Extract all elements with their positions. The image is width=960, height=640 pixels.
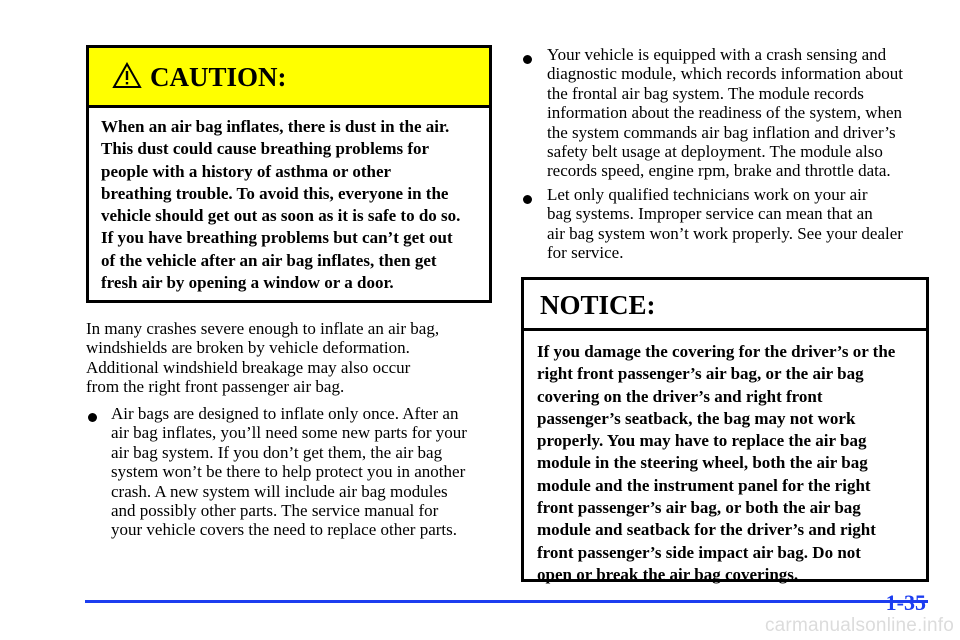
bullet-line: Your vehicle is equipped with a crash sensing and — [547, 45, 887, 64]
bullet-line: Air bags are designed to inflate only once. After an — [111, 404, 459, 423]
paragraph-line: In many crashes severe enough to inflate an air bag, — [86, 319, 440, 338]
bullet-line: records speed, engine rpm, brake and throttle data. — [547, 161, 891, 181]
notice-body — [537, 341, 895, 586]
right-bullet-text — [547, 45, 903, 181]
bullet-line: air bag system. If you don’t get them, the air bag — [111, 442, 443, 462]
caution-title: CAUTION: — [150, 62, 287, 92]
bullet-line: your vehicle covers the need to replace other parts. — [111, 520, 457, 540]
footer-rule — [85, 600, 928, 603]
notice-line: module and the instrument panel for the right — [537, 475, 871, 495]
paragraph-line: Additional windshield breakage may also occur — [86, 357, 411, 377]
caution-line: If you have breathing problems but can’t get out — [101, 228, 453, 248]
bullet-line: safety belt usage at deployment. The module also — [547, 142, 883, 162]
notice-line: properly. You may have to replace the air bag — [537, 431, 867, 451]
bullet-line: the system commands air bag inflation and driver’s — [547, 122, 896, 142]
left-bullet-text — [111, 404, 467, 540]
warning-triangle-icon — [112, 62, 142, 89]
notice-title: NOTICE: — [540, 290, 656, 320]
bullet-line: air bag inflates, you’ll need some new parts for your — [111, 423, 467, 443]
caution-line: of the vehicle after an air bag inflates, then get — [101, 250, 437, 270]
paragraph-line: windshields are broken by vehicle deformation. — [86, 338, 410, 358]
notice-line: covering on the driver’s and right front — [537, 386, 823, 406]
bullet-line: bag systems. Improper service can mean that an — [547, 204, 873, 224]
caution-line: This dust could cause breathing problems for — [101, 139, 430, 159]
caution-line: vehicle should get out as soon as it is safe to do so. — [101, 206, 461, 226]
caution-line: breathing trouble. To avoid this, everyone in the — [101, 183, 449, 203]
bullet-dot — [523, 55, 532, 64]
watermark: carmanualsonline.info — [764, 615, 954, 636]
notice-line: module and seatback for the driver’s and right — [537, 520, 876, 540]
notice-line: right front passenger’s air bag, or the air bag — [537, 364, 864, 384]
notice-header — [524, 280, 926, 331]
bullet-dot — [88, 413, 97, 422]
bullet-line: system won’t be there to help protect you in another — [111, 462, 466, 482]
notice-line: module in the steering wheel, both the air bag — [537, 453, 868, 473]
page-number: 1-35 — [885, 590, 926, 615]
caution-line: fresh air by opening a window or a door. — [101, 273, 394, 293]
caution-line: When an air bag inflates, there is dust in the air. — [101, 117, 450, 136]
paragraph-line: from the right front passenger air bag. — [86, 377, 345, 397]
bullet-line: and possibly other parts. The service manual for — [111, 501, 439, 521]
notice-line: front passenger’s air bag, or both the air bag — [537, 498, 861, 518]
caution-line: people with a history of asthma or other — [101, 161, 392, 181]
bullet-line: air bag system won’t work properly. See your dealer — [547, 223, 903, 243]
notice-line: passenger’s seatback, the bag may not work — [537, 408, 856, 428]
bullet-line: the frontal air bag system. The module records — [547, 83, 864, 103]
caution-body — [101, 116, 460, 294]
notice-line: If you damage the covering for the driver’s or the — [537, 342, 896, 361]
caution-header — [89, 48, 489, 108]
bullet-line: information about the readiness of the system, when — [547, 103, 903, 123]
bullet-line: diagnostic module, which records information about — [547, 64, 903, 84]
bullet-line: for service. — [547, 243, 624, 263]
notice-line: front passenger’s side impact air bag. Do not — [537, 542, 861, 562]
bullet-line: crash. A new system will include air bag modules — [111, 481, 448, 501]
bullet-dot — [523, 195, 532, 204]
caution-box — [86, 45, 492, 303]
notice-box — [521, 277, 929, 582]
notice-line: open or break the air bag coverings. — [537, 564, 799, 584]
right-bullet-text — [547, 185, 903, 263]
bullet-line: Let only qualified technicians work on your air — [547, 185, 868, 204]
intro-paragraph — [86, 319, 439, 397]
